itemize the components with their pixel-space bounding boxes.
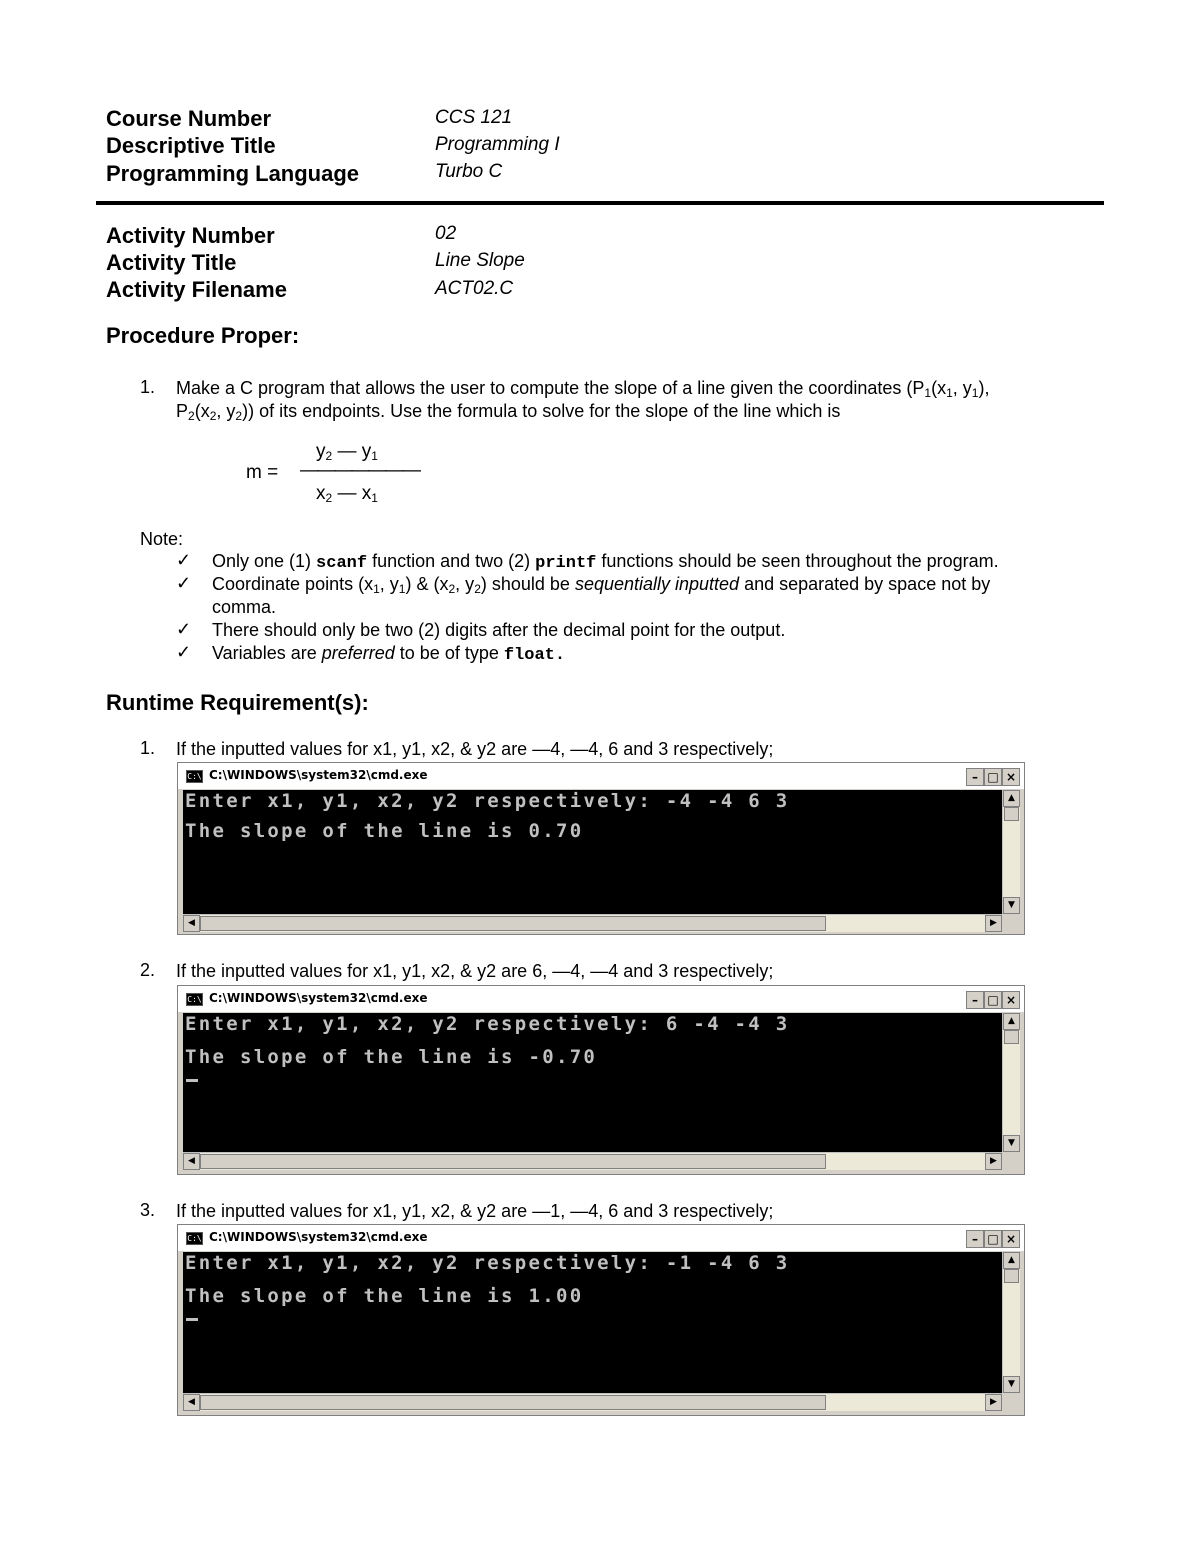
formula-numerator: $y_2$ — $y_1$ xyxy=(316,441,378,463)
procedure-line-1: Make a C program that allows the user to compute the slope of a line given the coordinates ($P_1(x_1$, $y_1$), xyxy=(176,378,990,400)
scroll-down-icon[interactable]: ▼ xyxy=(1003,1135,1020,1152)
console-output: The slope of the line is 1.00 xyxy=(185,1285,584,1307)
descriptive-title-label: Descriptive Title xyxy=(106,133,276,158)
console-screen[interactable] xyxy=(183,1252,1002,1393)
vertical-scrollbar[interactable] xyxy=(1002,1252,1020,1393)
course-number-value: CCS 121 xyxy=(435,107,513,128)
note-item-3: There should only be two (2) digits after the decimal point for the output. xyxy=(212,620,786,640)
close-button[interactable]: × xyxy=(1002,991,1020,1009)
activity-number-value: 02 xyxy=(435,223,457,244)
scroll-thumb[interactable] xyxy=(200,1395,826,1410)
minimize-button[interactable]: – xyxy=(966,768,984,786)
scroll-thumb[interactable] xyxy=(200,1154,826,1169)
note-label: Note: xyxy=(140,529,184,549)
cmd-window-title: C:\WINDOWS\system32\cmd.exe xyxy=(209,768,428,782)
scroll-right-icon[interactable]: ▶ xyxy=(985,1153,1002,1170)
cmd-window-icon: C:\ xyxy=(187,995,202,1004)
scroll-up-icon[interactable]: ▲ xyxy=(1003,790,1020,807)
case-description: If the inputted values for x1, y1, x2, & y2 are —1, —4, 6 and 3 respectively; xyxy=(176,1201,774,1221)
scroll-up-icon[interactable]: ▲ xyxy=(1003,1252,1020,1269)
scroll-left-icon[interactable]: ◀ xyxy=(183,1153,200,1170)
case-number: 1. xyxy=(140,738,156,758)
scroll-thumb[interactable] xyxy=(1004,807,1019,821)
console-prompt: Enter x1, y1, x2, y2 respectively: 6 -4 -4 3 xyxy=(185,1013,790,1035)
procedure-line-2: $P_2(x_2$, $y_2$)) of its endpoints. Use the formula to solve for the slope of the line which is xyxy=(176,401,841,423)
formula-fraction-bar: ——————— xyxy=(300,460,419,481)
case-number: 3. xyxy=(140,1200,156,1220)
formula-denominator: $x_2$ — $x_1$ xyxy=(316,483,378,505)
cmd-window-icon: C:\ xyxy=(187,1234,202,1243)
descriptive-title-value: Programming I xyxy=(435,134,560,155)
formula-m: m = xyxy=(246,462,279,483)
scroll-up-icon[interactable]: ▲ xyxy=(1003,1013,1020,1030)
maximize-button[interactable]: □ xyxy=(984,768,1002,786)
minimize-button[interactable]: – xyxy=(966,991,984,1009)
console-prompt: Enter x1, y1, x2, y2 respectively: -1 -4 6 3 xyxy=(185,1252,790,1274)
cmd-window-title: C:\WINDOWS\system32\cmd.exe xyxy=(209,1230,428,1244)
console-cursor xyxy=(186,1079,198,1082)
console-output: The slope of the line is -0.70 xyxy=(185,1046,598,1068)
scroll-thumb[interactable] xyxy=(1004,1269,1019,1283)
scroll-right-icon[interactable]: ▶ xyxy=(985,915,1002,932)
console-prompt: Enter x1, y1, x2, y2 respectively: -4 -4 6 3 xyxy=(185,790,790,812)
vertical-scrollbar[interactable] xyxy=(1002,1013,1020,1152)
maximize-button[interactable]: □ xyxy=(984,991,1002,1009)
check-icon: ✓ xyxy=(176,573,192,593)
resize-grip-icon[interactable] xyxy=(1003,1152,1020,1169)
cmd-window-title: C:\WINDOWS\system32\cmd.exe xyxy=(209,991,428,1005)
cmd-title-bar[interactable] xyxy=(178,1225,1024,1251)
maximize-button[interactable]: □ xyxy=(984,1230,1002,1248)
close-button[interactable]: × xyxy=(1002,1230,1020,1248)
horizontal-scrollbar[interactable] xyxy=(183,1152,1002,1170)
cmd-window-icon: C:\ xyxy=(187,772,202,781)
console-cursor xyxy=(186,1318,198,1321)
case-description: If the inputted values for x1, y1, x2, & y2 are 6, —4, —4 and 3 respectively; xyxy=(176,961,774,981)
scroll-down-icon[interactable]: ▼ xyxy=(1003,1376,1020,1393)
activity-filename-value: ACT02.C xyxy=(435,278,514,299)
course-number-label: Course Number xyxy=(106,106,272,131)
cmd-window xyxy=(177,762,1025,935)
scroll-down-icon[interactable]: ▼ xyxy=(1003,897,1020,914)
scroll-left-icon[interactable]: ◀ xyxy=(183,915,200,932)
activity-title-label: Activity Title xyxy=(106,250,237,275)
activity-number-label: Activity Number xyxy=(106,223,275,248)
activity-filename-label: Activity Filename xyxy=(106,277,287,302)
horizontal-scrollbar[interactable] xyxy=(183,1393,1002,1411)
console-screen[interactable] xyxy=(183,1013,1002,1152)
programming-language-value: Turbo C xyxy=(435,161,503,182)
scroll-thumb[interactable] xyxy=(200,916,826,931)
activity-title-value: Line Slope xyxy=(435,250,525,271)
console-output: The slope of the line is 0.70 xyxy=(185,820,584,842)
procedure-heading: Procedure Proper: xyxy=(106,323,300,348)
note-item-2: Coordinate points ($x_1$, $y_1$) & ($x_2$, $y_2$) should be sequentially inputted and separated by space not by comma. xyxy=(212,574,991,617)
minimize-button[interactable]: – xyxy=(966,1230,984,1248)
runtime-heading: Runtime Requirement(s): xyxy=(106,690,369,715)
close-button[interactable]: × xyxy=(1002,768,1020,786)
programming-language-label: Programming Language xyxy=(106,161,360,186)
check-icon: ✓ xyxy=(176,642,192,662)
cmd-title-bar[interactable] xyxy=(178,763,1024,789)
cmd-window xyxy=(177,985,1025,1175)
note-item-4: Variables are preferred to be of type float. xyxy=(212,643,566,665)
cmd-title-bar[interactable] xyxy=(178,986,1024,1012)
scroll-left-icon[interactable]: ◀ xyxy=(183,1394,200,1411)
console-screen[interactable] xyxy=(183,790,1002,914)
vertical-scrollbar[interactable] xyxy=(1002,790,1020,914)
resize-grip-icon[interactable] xyxy=(1003,914,1020,931)
check-icon: ✓ xyxy=(176,550,192,570)
resize-grip-icon[interactable] xyxy=(1003,1393,1020,1410)
scroll-thumb[interactable] xyxy=(1004,1030,1019,1044)
procedure-item-number: 1. xyxy=(140,377,156,397)
scroll-right-icon[interactable]: ▶ xyxy=(985,1394,1002,1411)
case-description: If the inputted values for x1, y1, x2, & y2 are —4, —4, 6 and 3 respectively; xyxy=(176,739,774,759)
procedure-item-text xyxy=(176,377,1096,423)
header-divider xyxy=(96,201,1104,205)
case-number: 2. xyxy=(140,960,156,980)
check-icon: ✓ xyxy=(176,619,192,639)
note-item-1: Only one (1) scanf function and two (2) printf functions should be seen throughout the program. xyxy=(212,551,999,573)
cmd-window xyxy=(177,1224,1025,1416)
horizontal-scrollbar[interactable] xyxy=(183,914,1002,932)
